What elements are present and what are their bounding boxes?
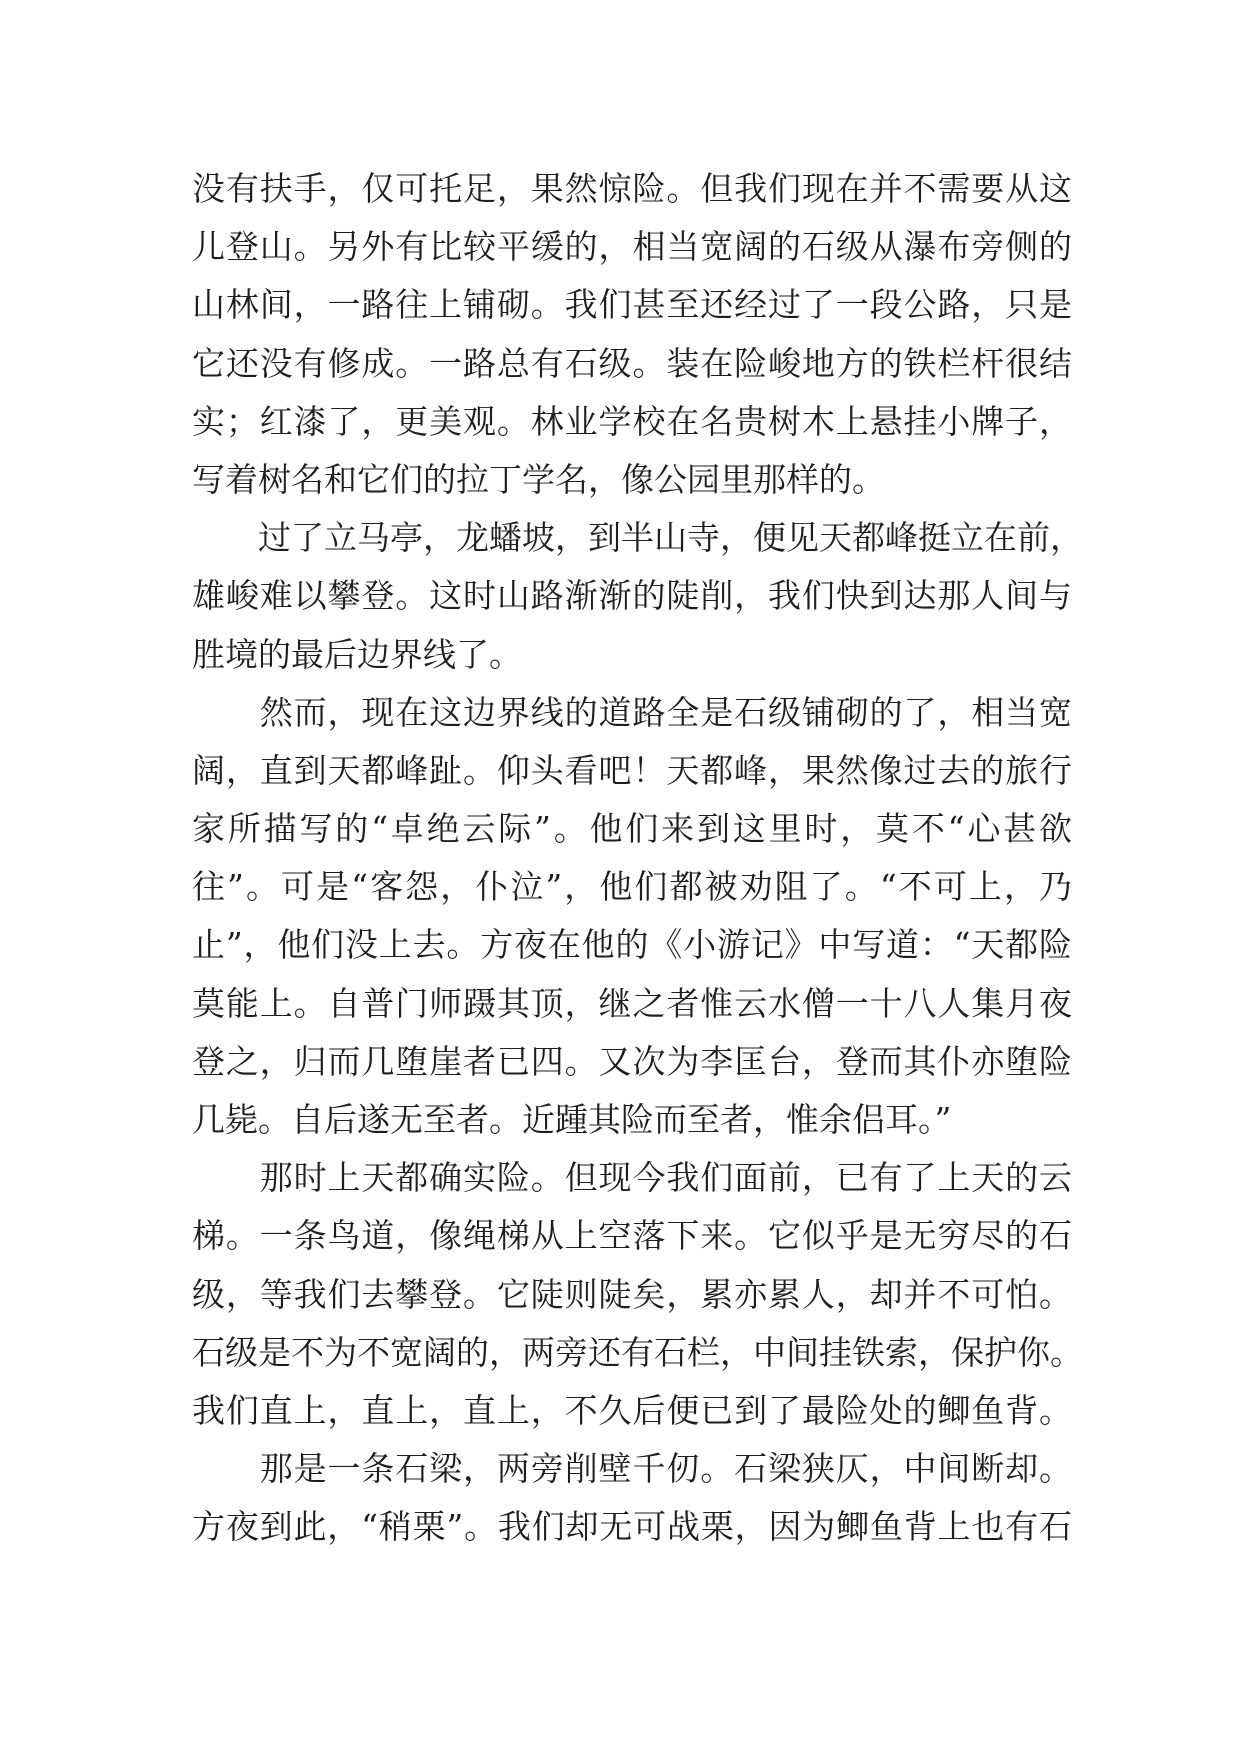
- text-line: 那时上天都确实险。但现今我们面前，已有了上天的云: [192, 1158, 1072, 1198]
- text-line: 往”。可是“客怨，仆泣”，他们都被劝阻了。“不可上，乃: [192, 867, 1072, 907]
- text-line: 级，等我们去攀登。它陡则陡矣，累亦累人，却并不可怕。: [192, 1274, 1072, 1314]
- text-line: 止”，他们没上去。方夜在他的《小游记》中写道：“天都险: [192, 925, 1072, 965]
- text-line: 雄峻难以攀登。这时山路渐渐的陡削，我们快到达那人间与: [192, 576, 1072, 616]
- text-line: 梯。一条鸟道，像绳梯从上空落下来。它似乎是无穷尽的石: [192, 1216, 1072, 1256]
- text-line: 登之，归而几堕崖者已四。又次为李匡台，登而其仆亦堕险: [192, 1041, 1072, 1081]
- text-line: 几毙。自后遂无至者。近踵其险而至者，惟余侣耳。”: [192, 1100, 952, 1139]
- text-line: 阔，直到天都峰趾。仰头看吧！天都峰，果然像过去的旅行: [192, 750, 1072, 790]
- text-line: 那是一条石梁，两旁削壁千仞。石梁狭仄，中间断却。: [192, 1449, 1072, 1489]
- text-line: 家所描写的“卓绝云际”。他们来到这里时，莫不“心甚欲: [192, 809, 1072, 849]
- body-text: [192, 160, 1083, 1557]
- text-line: 山林间，一路往上铺砌。我们甚至还经过了一段公路，只是: [192, 285, 1072, 325]
- text-line: 我们直上，直上，直上，不久后便已到了最险处的鲫鱼背。: [192, 1390, 1072, 1430]
- text-line: 然而，现在这边界线的道路全是石级铺砌的了，相当宽: [192, 692, 1072, 732]
- text-line: 写着树名和它们的拉丁学名，像公园里那样的。: [192, 459, 885, 499]
- text-line: 方夜到此，“稍栗”。我们却无可战栗，因为鲫鱼背上也有石: [192, 1507, 1072, 1547]
- text-line: 过了立马亭，龙蟠坡，到半山寺，便见天都峰挺立在前，: [192, 518, 1083, 558]
- text-line: 石级是不为不宽阔的，两旁还有石栏，中间挂铁索，保护你。: [192, 1332, 1083, 1372]
- text-line: 实；红漆了，更美观。林业学校在名贵树木上悬挂小牌子，: [192, 401, 1072, 441]
- text-line: 没有扶手，仅可托足，果然惊险。但我们现在并不需要从这: [192, 169, 1072, 208]
- text-line: 莫能上。自普门师蹑其顶，继之者惟云水僧一十八人集月夜: [192, 983, 1072, 1023]
- text-line: 儿登山。另外有比较平缓的，相当宽阔的石级从瀑布旁侧的: [192, 227, 1072, 267]
- text-line: 胜境的最后边界线了。: [192, 634, 522, 674]
- text-line: 它还没有修成。一路总有石级。装在险峻地方的铁栏杆很结: [192, 343, 1072, 383]
